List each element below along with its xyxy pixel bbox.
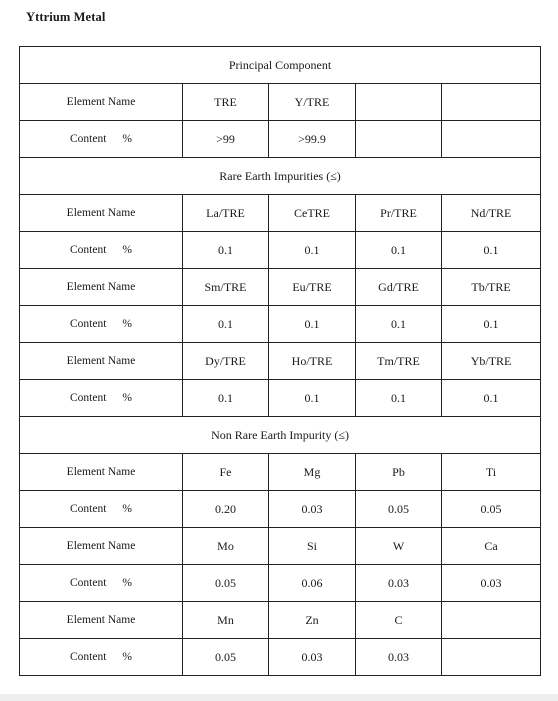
element-name-label: Element Name [20, 454, 183, 491]
element-cell: Pr/TRE [356, 195, 442, 232]
content-value-cell: 0.1 [356, 306, 442, 343]
element-cell: Mg [269, 454, 356, 491]
element-cell [442, 84, 541, 121]
content-unit: % [122, 503, 132, 515]
content-label-text: Content [69, 244, 107, 256]
content-label-text: Content [69, 577, 107, 589]
non-rare-earth-impurity-header-row [20, 417, 541, 454]
element-cell: La/TRE [183, 195, 269, 232]
composition-table-body [20, 47, 541, 676]
content-row [20, 121, 541, 158]
element-name-row [20, 602, 541, 639]
content-value-cell: 0.1 [269, 306, 356, 343]
content-unit: % [122, 244, 132, 256]
element-name-label: Element Name [20, 195, 183, 232]
element-name-row [20, 269, 541, 306]
content-value-cell: 0.06 [269, 565, 356, 602]
element-cell: Tm/TRE [356, 343, 442, 380]
element-cell: Nd/TRE [442, 195, 541, 232]
element-name-row [20, 528, 541, 565]
element-cell: Fe [183, 454, 269, 491]
element-cell: Dy/TRE [183, 343, 269, 380]
content-value-cell: 0.03 [269, 639, 356, 676]
element-cell: W [356, 528, 442, 565]
element-cell: Ho/TRE [269, 343, 356, 380]
element-name-label: Element Name [20, 269, 183, 306]
content-value-cell [356, 121, 442, 158]
element-name-label: Element Name [20, 528, 183, 565]
rare-earth-impurities-header: Rare Earth Impurities (≤) [20, 158, 541, 195]
element-name-row [20, 454, 541, 491]
content-value-cell: 0.1 [183, 232, 269, 269]
content-row [20, 491, 541, 528]
non-rare-earth-impurity-header: Non Rare Earth Impurity (≤) [20, 417, 541, 454]
element-cell: TRE [183, 84, 269, 121]
content-value-cell: >99.9 [269, 121, 356, 158]
content-value-cell: 0.05 [183, 565, 269, 602]
element-cell [356, 84, 442, 121]
content-value-cell: 0.1 [442, 232, 541, 269]
content-row [20, 232, 541, 269]
element-name-label: Element Name [20, 602, 183, 639]
content-value-cell: 0.03 [442, 565, 541, 602]
element-cell: Gd/TRE [356, 269, 442, 306]
content-unit: % [122, 133, 132, 145]
content-value-cell: 0.03 [356, 639, 442, 676]
element-cell: Mo [183, 528, 269, 565]
content-label-text: Content [69, 392, 107, 404]
content-label [20, 306, 183, 343]
element-cell: C [356, 602, 442, 639]
content-value-cell [442, 639, 541, 676]
content-label-text: Content [69, 503, 107, 515]
page-bottom-edge [0, 694, 558, 701]
content-label [20, 639, 183, 676]
rare-earth-impurities-header-row [20, 158, 541, 195]
element-cell: CeTRE [269, 195, 356, 232]
content-label-text: Content [69, 651, 107, 663]
content-value-cell: 0.1 [269, 380, 356, 417]
content-value-cell: 0.20 [183, 491, 269, 528]
content-value-cell: >99 [183, 121, 269, 158]
content-value-cell: 0.1 [269, 232, 356, 269]
content-unit: % [122, 577, 132, 589]
content-value-cell: 0.05 [183, 639, 269, 676]
element-cell: Zn [269, 602, 356, 639]
content-value-cell: 0.1 [183, 306, 269, 343]
content-label [20, 232, 183, 269]
element-cell: Pb [356, 454, 442, 491]
element-cell: Sm/TRE [183, 269, 269, 306]
content-value-cell: 0.1 [356, 380, 442, 417]
element-cell: Si [269, 528, 356, 565]
element-cell: Eu/TRE [269, 269, 356, 306]
content-label [20, 380, 183, 417]
principal-component-header: Principal Component [20, 47, 541, 84]
content-value-cell: 0.03 [356, 565, 442, 602]
content-label [20, 491, 183, 528]
element-name-row [20, 84, 541, 121]
element-cell: Mn [183, 602, 269, 639]
content-value-cell [442, 121, 541, 158]
element-name-row [20, 343, 541, 380]
element-cell: Ti [442, 454, 541, 491]
content-label [20, 565, 183, 602]
element-cell: Yb/TRE [442, 343, 541, 380]
content-row [20, 565, 541, 602]
principal-component-header-row [20, 47, 541, 84]
content-value-cell: 0.05 [442, 491, 541, 528]
content-value-cell: 0.1 [183, 380, 269, 417]
element-name-row [20, 195, 541, 232]
content-label-text: Content [69, 318, 107, 330]
element-cell [442, 602, 541, 639]
element-cell: Ca [442, 528, 541, 565]
content-value-cell: 0.1 [356, 232, 442, 269]
content-row [20, 380, 541, 417]
content-value-cell: 0.05 [356, 491, 442, 528]
composition-table [19, 46, 541, 676]
content-unit: % [122, 651, 132, 663]
element-cell: Y/TRE [269, 84, 356, 121]
element-cell: Tb/TRE [442, 269, 541, 306]
content-label-text: Content [69, 133, 107, 145]
content-unit: % [122, 392, 132, 404]
content-row [20, 306, 541, 343]
document-title: Yttrium Metal [26, 10, 106, 24]
content-row [20, 639, 541, 676]
content-value-cell: 0.1 [442, 380, 541, 417]
element-name-label: Element Name [20, 84, 183, 121]
content-label [20, 121, 183, 158]
element-name-label: Element Name [20, 343, 183, 380]
content-value-cell: 0.03 [269, 491, 356, 528]
content-value-cell: 0.1 [442, 306, 541, 343]
content-unit: % [122, 318, 132, 330]
